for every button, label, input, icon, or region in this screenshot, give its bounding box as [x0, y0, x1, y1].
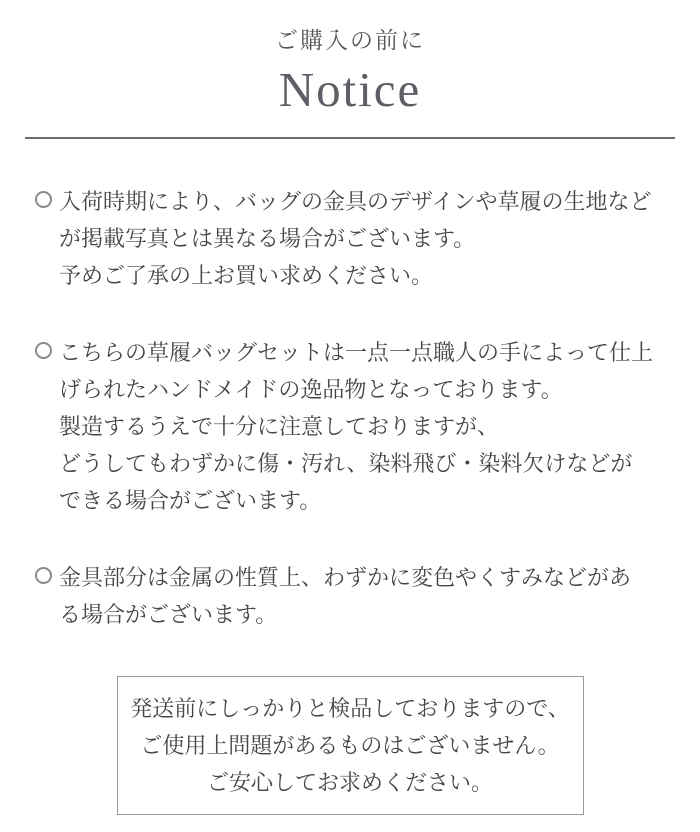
notice-line: どうしてもわずかに傷・汚れ、染料飛び・染料欠けなどが	[59, 451, 633, 476]
notice-line: が掲載写真とは異なる場合がございます。	[59, 226, 476, 251]
notice-line: こちらの草履バッグセットは一点一点職人の手によって仕上	[59, 340, 654, 365]
inspection-assurance-box	[117, 676, 584, 815]
header-divider	[25, 137, 675, 139]
assurance-text	[123, 690, 578, 801]
assurance-line: ご使用上問題があるものはございません。	[140, 733, 560, 758]
notice-item-handmade	[35, 334, 672, 519]
notice-line: 予めご了承の上お買い求めください。	[59, 263, 434, 288]
page-header	[0, 0, 700, 122]
circle-bullet-icon	[35, 567, 52, 584]
page-title: Notice	[278, 62, 422, 117]
notice-text	[59, 183, 651, 294]
notice-line: 入荷時期により、バッグの金具のデザインや草履の生地など	[59, 189, 652, 214]
circle-bullet-icon	[35, 342, 52, 359]
notice-text	[59, 334, 653, 519]
notice-line: できる場合がございます。	[59, 488, 322, 513]
notice-list	[0, 183, 700, 633]
page-subtitle: ご購入の前に	[275, 28, 425, 53]
circle-bullet-icon	[35, 191, 52, 208]
notice-line: げられたハンドメイドの逸品物となっております。	[59, 377, 563, 402]
assurance-line: ご安心してお求めください。	[206, 770, 493, 795]
notice-line: 製造するうえで十分に注意しておりますが、	[59, 414, 500, 439]
notice-item-metal-parts	[35, 559, 672, 633]
notice-item-stock-variation	[35, 183, 672, 294]
notice-line: 金具部分は金属の性質上、わずかに変色やくすみなどがあ	[59, 565, 632, 590]
notice-text	[59, 559, 631, 633]
assurance-line: 発送前にしっかりと検品しておりますので、	[130, 696, 570, 721]
notice-line: る場合がございます。	[59, 602, 278, 627]
